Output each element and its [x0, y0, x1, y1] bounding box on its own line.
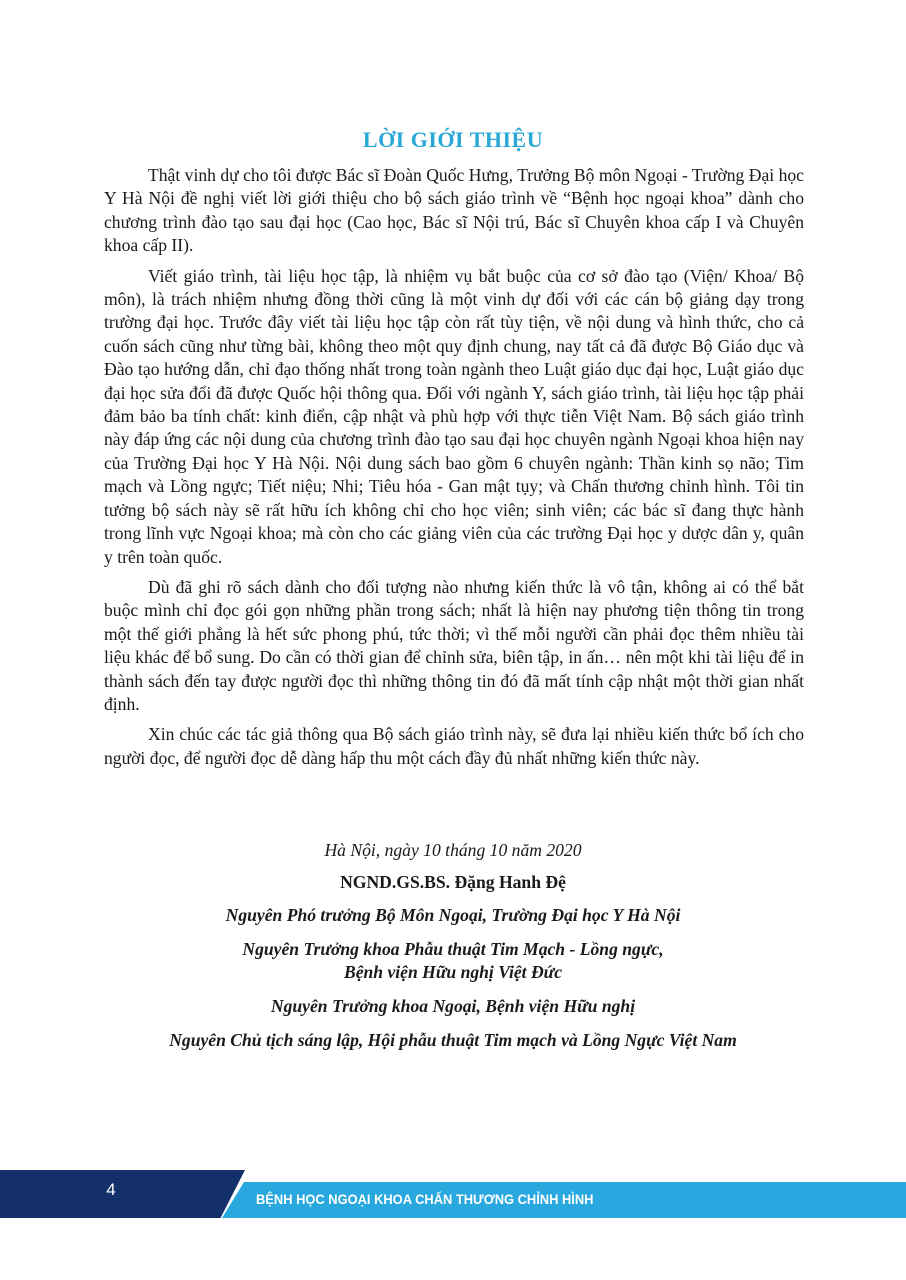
page-number: 4	[106, 1180, 116, 1199]
signature-role-3: Nguyên Trưởng khoa Ngoại, Bệnh viện Hữu nghị	[270, 996, 636, 1016]
signature-name: NGND.GS.BS. Đặng Hanh Đệ	[340, 872, 566, 892]
signature-date: Hà Nội, ngày 10 tháng 10 năm 2020	[324, 840, 582, 860]
signature-role-4: Nguyên Chủ tịch sáng lập, Hội phẫu thuật Tim mạch và Lồng Ngực Việt Nam	[169, 1030, 737, 1050]
paragraph-1: Thật vinh dự cho tôi được Bác sĩ Đoàn Quốc Hưng, Trưởng Bộ môn Ngoại - Trường Đại học Y Hà Nội đề nghị viết lời giới thiệu cho bộ sách giáo trình về “Bệnh học ngoại khoa” dành cho chương trình đào tạo sau đại học (Cao học, Bác sĩ Nội trú, Bác sĩ Chuyên khoa cấp I và Chuyên khoa cấp II).	[104, 165, 804, 256]
signature-block	[60, 838, 846, 1063]
paragraph-4: Xin chúc các tác giả thông qua Bộ sách giáo trình này, sẽ đưa lại nhiều kiến thức bổ ích cho người đọc, để người đọc dễ dàng hấp thu một cách đầy đủ nhất những kiến thức này.	[104, 724, 804, 768]
signature-role-2-line-2: Bệnh viện Hữu nghị Việt Đức	[343, 962, 563, 982]
page-title: LỜI GIỚI THIỆU	[362, 127, 544, 152]
signature-role-2-line-1: Nguyên Trưởng khoa Phẫu thuật Tim Mạch - Lồng ngực,	[242, 939, 664, 959]
introduction-body	[104, 164, 804, 777]
signature-role-1: Nguyên Phó trưởng Bộ Môn Ngoại, Trường Đại học Y Hà Nội	[225, 905, 681, 925]
signature-role-2	[60, 938, 846, 984]
footer-book-title: BỆNH HỌC NGOẠI KHOA CHẤN THƯƠNG CHỈNH HÌNH	[256, 1191, 594, 1207]
paragraph-2: Viết giáo trình, tài liệu học tập, là nhiệm vụ bắt buộc của cơ sở đào tạo (Viện/ Khoa/ Bộ môn), là trách nhiệm nhưng đồng thời cũng là một vinh dự đối với các cán bộ giảng dạy trong trường đại học. Trước đây viết tài liệu học tập còn rất tùy tiện, về nội dung và hình thức, cho cả cuốn sách cũng như từng bài, không theo một quy định chung, nay tất cả đã được Bộ Giáo dục và Đào tạo hướng dẫn, chỉ đạo thống nhất trong toàn ngành theo Luật giáo dục đại học, Luật giáo dục đại học sửa đổi đã được Quốc hội thông qua. Đối với ngành Y, sách giáo trình, tài liệu học tập phải đảm bảo ba tính chất: kinh điển, cập nhật và phù hợp với thực tiễn Việt Nam. Bộ sách giáo trình này đáp ứng các nội dung của chương trình đào tạo sau đại học chuyên ngành Ngoại khoa hiện nay của Trường Đại học Y Hà Nội. Nội dung sách bao gồm 6 chuyên ngành: Thần kinh sọ não; Tim mạch và Lồng ngực; Tiết niệu; Nhi; Tiêu hóa - Gan mật tụy; và Chấn thương chỉnh hình. Tôi tin tưởng bộ sách này sẽ rất hữu ích không chỉ cho học viên; sinh viên; các bác sĩ đang thực hành trong lĩnh vực Ngoại khoa; mà còn cho các giảng viên của các trường Đại học y dược dân y, quân y trên toàn quốc.	[104, 265, 804, 567]
paragraph-3: Dù đã ghi rõ sách dành cho đối tượng nào nhưng kiến thức là vô tận, không ai có thể bắt buộc mình chỉ đọc gói gọn những phần trong sách; nhất là hiện nay phương tiện thông tin trong một thế giới phẳng là hết sức phong phú, tức thời; vì thế mỗi người cần phải đọc thêm nhiều tài liệu khác để bổ sung. Do cần có thời gian để chỉnh sửa, biên tập, in ấn… nên một khi tài liệu để in thành sách đến tay được người đọc thì những thông tin đó đã mất tính cập nhật một thời gian nhất định.	[104, 576, 804, 714]
